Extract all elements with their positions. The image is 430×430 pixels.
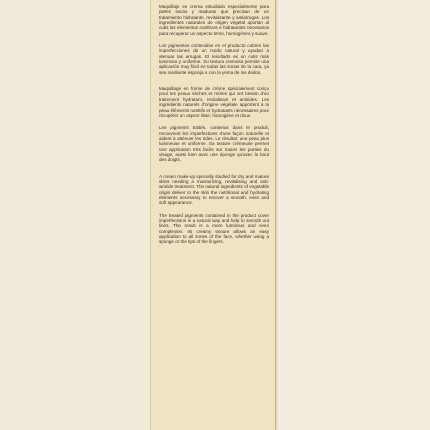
paragraph-spacer <box>151 118 275 125</box>
paragraph-spacer <box>151 206 275 213</box>
section-spacer <box>151 163 275 174</box>
french-paragraph-2: Les pigments traités, contenus dans le produit, recouvrent les imperfections d'une façon naturelle et aident à atténuer les rides. Le résultat: une peau plus lumineuse et uniforme. Sa texture crémeuse permet une application très facile sur toutes les parties du visage, aussi bien avec une éponge qu'avec le bout des doigts. <box>159 125 269 163</box>
english-paragraph-1: A cream make-up specially studied for dry and mature skins needing a moisturizing, revitalising and anti-wrinkle treatment. The natural ingredients of vegetable origin deliver to the skin the nutritional and hydrating elements necessary to recover a smooth, even and soft appearance. <box>159 173 269 206</box>
english-paragraph-2: The treated pigments contained in the product cover imperfections in a natural way and help to smooth out lines. The result is a more luminous and even complexion. Its creamy texture allows an easy application to all zones of the face, whether using a sponge or the tips of the fingers. <box>159 212 269 245</box>
background-right <box>274 0 430 430</box>
product-label-card <box>150 0 276 430</box>
spanish-paragraph-1: Maquillaje en crema estudiado especialmente para pieles secas y maduras que precisan de un tratamiento hidratante, revitalizante y antiarrugas. Los ingredientes naturales de origen vegetal aportan al cutis los elementos nutritivos e hidratantes necesarios para recuperar un aspecto terso, homogéneo y suave. <box>159 4 269 36</box>
spanish-paragraph-2: Los pigmentos contenidos en el producto cubren las imperfecciones de un modo natural y ayudan a atenuar las arrugas. El resultado es un cutis más luminoso y uniforme. Su textura cremosa permite una aplicación muy fácil en todas las zonas de la cara, ya sea mediante esponja o con la yema de los dedos. <box>159 43 269 75</box>
background-left <box>0 0 150 430</box>
section-spacer <box>151 75 275 86</box>
french-paragraph-1: Maquillage en forme de crème spécialement conçu pour les peaux sèches et mûres qui ont besoin d'un traitement hydratant, revitalisant et antirides. Les ingrédients naturels d'origine végétale apportent à la peau éléments nutritifs et hydratants nécessaires pour récupérer un aspect lisse, homogène et doux. <box>159 86 269 118</box>
paragraph-spacer <box>151 36 275 43</box>
